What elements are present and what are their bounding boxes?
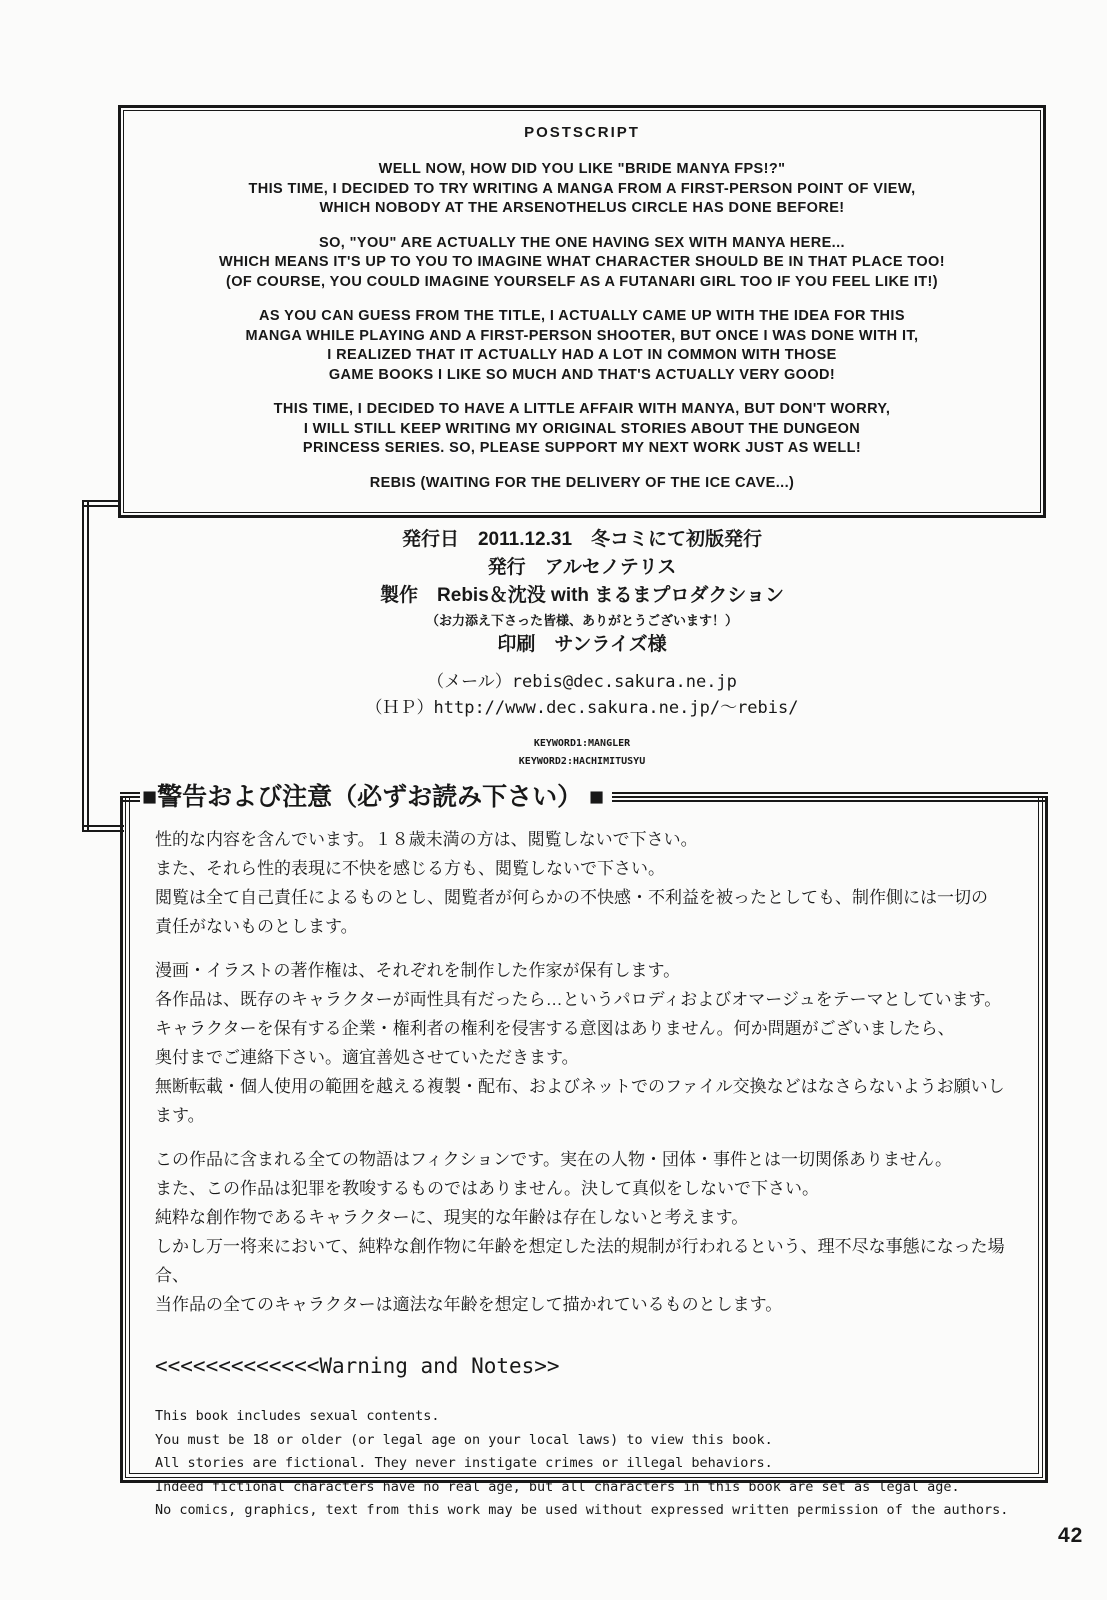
warning-box [120, 783, 1048, 1519]
warning-en-header: <<<<<<<<<<<<<Warning and Notes>> [155, 1354, 560, 1378]
postscript-paragraph: WELL NOW, HOW DID YOU LIKE "BRIDE MANYA FPS!?" THIS TIME, I DECIDED TO TRY WRITING A MANGA FROM A FIRST-PERSON POINT OF VIEW, WHICH NOBODY AT THE ARSENOTHELUS CIRCLE HAS DONE BEFORE! [248, 161, 916, 216]
colophon-issue-date: 発行日 2011.12.31 冬コミにて初版発行 [401, 529, 763, 550]
postscript-title: POSTSCRIPT [524, 124, 640, 141]
colophon [118, 526, 1046, 771]
colophon-keyword1: KEYWORD1:MANGLER [533, 738, 631, 749]
connector-line-bottom [82, 825, 124, 832]
warning-jp-paragraph: この作品に含まれる全ての物語はフィクションです。実在の人物・団体・事件とは一切関係ありません。 また、この作品は犯罪を教唆するものではありません。決して真似をしないで下さい。 純粋な創作物であるキャラクターに、現実的な年齢は存在しないと考えます。 しかし万一将来において、純粋な創作物に年齢を想定した法的規制が行われるという、理不尽な事態になった場合、 当作品の全てのキャラクターは適法な年齢を想定して描かれているものとします。 [155, 1150, 1005, 1314]
colophon-keyword2: KEYWORD2:HACHIMITUSYU [518, 756, 646, 767]
postscript-paragraph: AS YOU CAN GUESS FROM THE TITLE, I ACTUALLY CAME UP WITH THE IDEA FOR THIS MANGA WHILE PLAYING AND A FIRST-PERSON SHOOTER, BUT ONCE I WAS DONE WITH IT, I REALIZED THAT IT ACTUALLY HAD A LOT IN COMMON WITH THOSE GAME BOOKS I LIKE SO MUCH AND THAT'S ACTUALLY VERY GOOD! [245, 308, 919, 383]
connector-line-vertical [82, 500, 89, 832]
colophon-production: 製作 Rebis＆沈没 with まるまプロダクション [380, 585, 784, 606]
colophon-email: （メール）rebis@dec.sakura.ne.jp [427, 672, 737, 692]
colophon-keywords [118, 735, 1046, 771]
colophon-thanks: （お力添え下さった皆様、ありがとうございます！） [425, 613, 738, 628]
postscript-signature: REBIS (WAITING FOR THE DELIVERY OF THE ICE CAVE...) [369, 474, 795, 491]
warning-jp-paragraph: 漫画・イラストの著作権は、それぞれを制作した作家が保有します。 各作品は、既存のキャラクターが両性具有だったら…というパロディおよびオマージュをテーマとしています。 キャラクターを保有する企業・権利者の権利を侵害する意図はありません。何か問題がございましたら、 奥付までご連絡下さい。適宜善処させていただきます。 無断転載・個人使用の範囲を越える複製・配布、およびネットでのファイル交換などはなさらないようお願いします。 [155, 961, 1005, 1125]
warning-header-title: ■警告および注意（必ずお読み下さい） ■ [142, 783, 605, 811]
connector-line-top [82, 500, 120, 507]
colophon-contact [118, 669, 1046, 721]
page-number: 42 [1058, 1524, 1084, 1547]
postscript-paragraph: THIS TIME, I DECIDED TO HAVE A LITTLE AFFAIR WITH MANYA, BUT DON'T WORRY, I WILL STILL KEEP WRITING MY ORIGINAL STORIES ABOUT THE DUNGEON PRINCESS SERIES. SO, PLEASE SUPPORT MY NEXT WORK JUST AS WELL! [273, 401, 891, 456]
colophon-printing: 印刷 サンライズ様 [497, 634, 667, 655]
warning-content [123, 797, 1045, 1519]
colophon-homepage: （ＨＰ）http://www.dec.sakura.ne.jp/～rebis/ [365, 698, 799, 718]
warning-jp-paragraph: 性的な内容を含んでいます。１８歳未満の方は、閲覧しないで下さい。 また、それら性的表現に不快を感じる方も、閲覧しないで下さい。 閲覧は全て自己責任によるものとし、閲覧者が何らかの不快感・不利益を被ったとしても、制作側には一切の 責任がないものとします。 [155, 830, 988, 936]
postscript-paragraph: SO, "YOU" ARE ACTUALLY THE ONE HAVING SEX WITH MANYA HERE... WHICH MEANS IT'S UP TO YOU TO IMAGINE WHAT CHARACTER SHOULD BE IN THAT PLACE TOO! (OF COURSE, YOU COULD IMAGINE YOURSELF AS A FUTANARI GIRL TOO IF YOU FEEL LIKE IT!) [219, 234, 945, 290]
postscript-content [124, 111, 1040, 493]
postscript-box-inner-border [123, 110, 1041, 513]
postscript-box [118, 105, 1046, 518]
colophon-publisher: 発行 アルセノテリス [487, 557, 677, 578]
warning-en-lines: This book includes sexual contents. You must be 18 or older (or legal age on your local laws) to view this book. All stories are fictional. They never instigate crimes or illegal behaviors. Indeed fictional characters have no real age, but all characters in this book are set as legal age. No comics, graphics, text from this work may be used without expressed written permission of the authors. [155, 1408, 1009, 1519]
